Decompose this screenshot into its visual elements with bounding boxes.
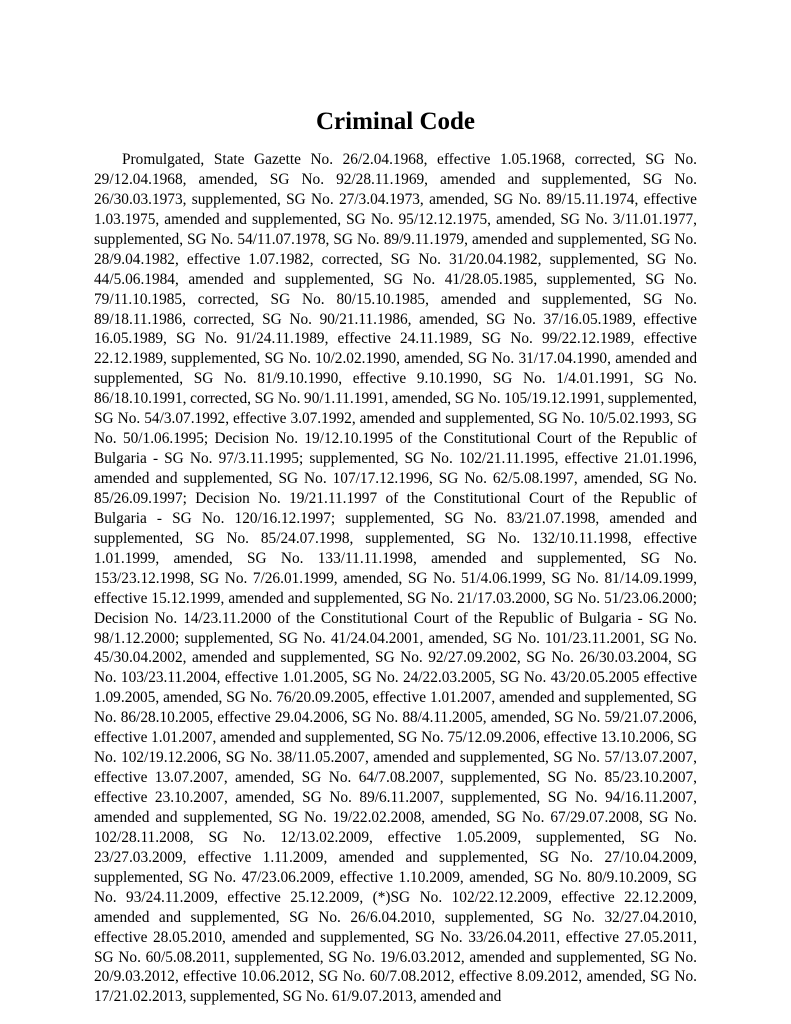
document-title: Criminal Code — [315, 108, 476, 135]
promulgation-paragraph: Promulgated, State Gazette No. 26/2.04.1968, effective 1.05.1968, corrected, SG No. 29/12.04.1968, amended, SG No. 92/28.11.1969, amended and supplemented, SG No. 26/30.03.1973, supplemented, SG No. 27/3.04.1973, amended, SG No. 89/15.11.1974, effective 1.03.1975, amended and supplemented, SG No. 95/12.12.1975, amended, SG No. 3/11.01.1977, supplemented, SG No. 54/11.07.1978, SG No. 89/9.11.1979, amended and supplemented, SG No. 28/9.04.1982, effective 1.07.1982, corrected, SG No. 31/20.04.1982, supplemented, SG No. 44/5.06.1984, amended and supplemented, SG No. 41/28.05.1985, supplemented, SG No. 79/11.10.1985, corrected, SG No. 80/15.10.1985, amended and supplemented, SG No. 89/18.11.1986, corrected, SG No. 90/21.11.1986, amended, SG No. 37/16.05.1989, effective 16.05.1989, SG No. 91/24.11.1989, effective 24.11.1989, SG No. 99/22.12.1989, effective 22.12.1989, supplemented, SG No. 10/2.02.1990, amended, SG No. 31/17.04.1990, amended and supplemented, SG No. 81/9.10.1990, effective 9.10.1990, SG No. 1/4.01.1991, SG No. 86/18.10.1991, corrected, SG No. 90/1.11.1991, amended, SG No. 105/19.12.1991, supplemented, SG No. 54/3.07.1992, effective 3.07.1992, amended and supplemented, SG No. 10/5.02.1993, SG No. 50/1.06.1995; Decision No. 19/12.10.1995 of the Constitutional Court of the Republic of Bulgaria - SG No. 97/3.11.1995; supplemented, SG No. 102/21.11.1995, effective 21.01.1996, amended and supplemented, SG No. 107/17.12.1996, SG No. 62/5.08.1997, amended, SG No. 85/26.09.1997; Decision No. 19/21.11.1997 of the Constitutional Court of the Republic of Bulgaria - SG No. 120/16.12.1997; supplemented, SG No. 83/21.07.1998, amended and supplemented, SG No. 85/24.07.1998, supplemented, SG No. 132/10.11.1998, effective 1.01.1999, amended, SG No. 133/11.11.1998, amended and supplemented, SG No. 153/23.12.1998, SG No. 7/26.01.1999, amended, SG No. 51/4.06.1999, SG No. 81/14.09.1999, effective 15.12.1999, amended and supplemented, SG No. 21/17.03.2000, SG No. 51/23.06.2000; Decision No. 14/23.11.2000 of the Constitutional Court of the Republic of Bulgaria - SG No. 98/1.12.2000; supplemented, SG No. 41/24.04.2001, amended, SG No. 101/23.11.2001, SG No. 45/30.04.2002, amended and supplemented, SG No. 92/27.09.2002, SG No. 26/30.03.2004, SG No. 103/23.11.2004, effective 1.01.2005, SG No. 24/22.03.2005, SG No. 43/20.05.2005 effective 1.09.2005, amended, SG No. 76/20.09.2005, effective 1.01.2007, amended and supplemented, SG No. 86/28.10.2005, effective 29.04.2006, SG No. 88/4.11.2005, amended, SG No. 59/21.07.2006, effective 1.01.2007, amended and supplemented, SG No. 75/12.09.2006, effective 13.10.2006, SG No. 102/19.12.2006, SG No. 38/11.05.2007, amended and supplemented, SG No. 57/13.07.2007, effective 13.07.2007, amended, SG No. 64/7.08.2007, supplemented, SG No. 85/23.10.2007, effective 23.10.2007, amended, SG No. 89/6.11.2007, supplemented, SG No. 94/16.11.2007, amended and supplemented, SG No. 19/22.02.2008, amended, SG No. 67/29.07.2008, SG No. 102/28.11.2008, SG No. 12/13.02.2009, effective 1.05.2009, supplemented, SG No. 23/27.03.2009, effective 1.11.2009, amended and supplemented, SG No. 27/10.04.2009, supplemented, SG No. 47/23.06.2009, effective 1.10.2009, amended, SG No. 80/9.10.2009, SG No. 93/24.11.2009, effective 25.12.2009, (*)SG No. 102/22.12.2009, effective 22.12.2009, amended and supplemented, SG No. 26/6.04.2010, supplemented, SG No. 32/27.04.2010, effective 28.05.2010, amended and supplemented, SG No. 33/26.04.2011, effective 27.05.2011, SG No. 60/5.08.2011, supplemented, SG No. 19/6.03.2012, amended and supplemented, SG No. 20/9.03.2012, effective 10.06.2012, SG No. 60/7.08.2012, effective 8.09.2012, amended, SG No. 17/21.02.2013, supplemented, SG No. 61/9.07.2013, amended and — [94, 151, 697, 1006]
